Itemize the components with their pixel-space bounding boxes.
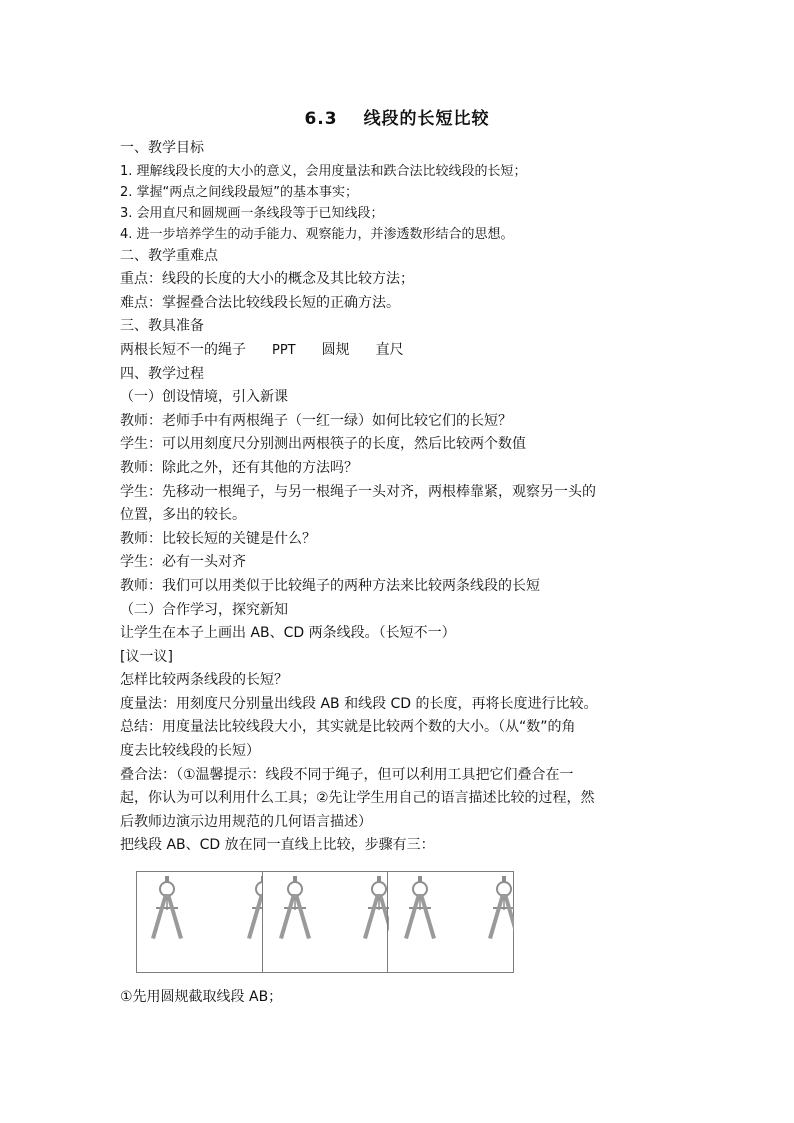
body-line: 度量法：用刻度尺分别量出线段 AB 和线段 CD 的长度，再将长度进行比较。 bbox=[120, 695, 598, 712]
tool-item: PPT bbox=[272, 342, 296, 358]
body-line: 把线段 AB、CD 放在同一直线上比较，步骤有三： bbox=[120, 837, 435, 854]
section-number: 6.3 bbox=[304, 109, 338, 129]
heading-process: 四、教学过程 bbox=[120, 365, 204, 382]
dialogue-line: 学生：先移动一根绳子，与另一根绳子一头对齐，两根棒靠紧，观察另一头的 bbox=[120, 483, 596, 500]
body-line: 后教师边演示边用规范的几何语言描述） bbox=[120, 813, 372, 830]
body-line: 怎样比较两条线段的长短？ bbox=[120, 672, 288, 689]
discussion-label: [议一议] bbox=[120, 648, 173, 665]
objective-item: 2. 掌握“两点之间线段最短”的基本事实； bbox=[120, 184, 359, 200]
dialogue-line: 教师：我们可以用类似于比较绳子的两种方法来比较两条线段的长短 bbox=[120, 577, 540, 594]
body-line: 叠合法：（①温馨提示：线段不同于绳子，但可以利用工具把它们叠合在一 bbox=[120, 766, 574, 783]
dialogue-line: 教师：比较长短的关键是什么？ bbox=[120, 530, 316, 547]
body-line: 度去比较线段的长短） bbox=[120, 743, 260, 760]
compass-figure bbox=[136, 871, 514, 973]
tool-item: 圆规 bbox=[321, 341, 350, 358]
objective-item: 1. 理解线段长度的大小的意义，会用度量法和跌合法比较线段的长短； bbox=[120, 163, 527, 179]
compass-icon bbox=[363, 876, 389, 939]
heading-key-points: 二、教学重难点 bbox=[120, 247, 218, 264]
dialogue-line: 学生：可以用刻度尺分别测出两根筷子的长度，然后比较两个数值 bbox=[120, 436, 526, 453]
compass-icon bbox=[404, 876, 436, 939]
difficult-point: 难点：掌握叠合法比较线段长短的正确方法。 bbox=[120, 294, 400, 311]
page-title bbox=[0, 104, 794, 129]
dialogue-line: 学生：必有一头对齐 bbox=[120, 554, 246, 571]
heading-objectives: 一、教学目标 bbox=[120, 140, 204, 156]
tools-list bbox=[120, 339, 675, 363]
dialogue-line: 教师：老师手中有两根绳子（一红一绿）如何比较它们的长短？ bbox=[120, 412, 512, 429]
objective-item: 3. 会用直尺和圆规画一条线段等于已知线段； bbox=[120, 205, 384, 221]
compass-icon bbox=[247, 876, 263, 939]
figure-caption: ①先用圆规截取线段 AB； bbox=[120, 989, 283, 1005]
body-line: 总结：用度量法比较线段大小，其实就是比较两个数的大小。（从“数”的角 bbox=[120, 719, 576, 736]
objective-item: 4. 进一步培养学生的动手能力、观察能力，并渗透数形结合的思想。 bbox=[120, 226, 514, 242]
heading-tools: 三、教具准备 bbox=[120, 318, 204, 335]
compass-icon bbox=[279, 876, 311, 939]
body-line: 让学生在本子上画出 AB、CD 两条线段。（长短不一） bbox=[120, 625, 456, 642]
subheading-intro: （一）创设情境，引入新课 bbox=[120, 389, 288, 406]
figure-panel bbox=[387, 872, 513, 972]
dialogue-line: 教师：除此之外，还有其他的方法吗？ bbox=[120, 459, 358, 476]
tool-item: 直尺 bbox=[375, 341, 404, 358]
compass-icon bbox=[151, 876, 183, 939]
body-line: 起，你认为可以利用什么工具；②先让学生用自己的语言描述比较的过程，然 bbox=[120, 790, 595, 807]
lesson-body bbox=[120, 137, 675, 858]
figure-panel bbox=[137, 872, 262, 972]
tool-item: 两根长短不一的绳子 bbox=[120, 341, 246, 358]
title-text: 线段的长短比较 bbox=[363, 109, 490, 129]
figure-panel bbox=[262, 872, 388, 972]
compass-icon bbox=[488, 876, 514, 939]
subheading-cooperation: （二）合作学习，探究新知 bbox=[120, 601, 288, 618]
dialogue-line: 位置，多出的较长。 bbox=[120, 507, 246, 524]
key-point: 重点：线段的长度的大小的概念及其比较方法； bbox=[120, 271, 414, 288]
